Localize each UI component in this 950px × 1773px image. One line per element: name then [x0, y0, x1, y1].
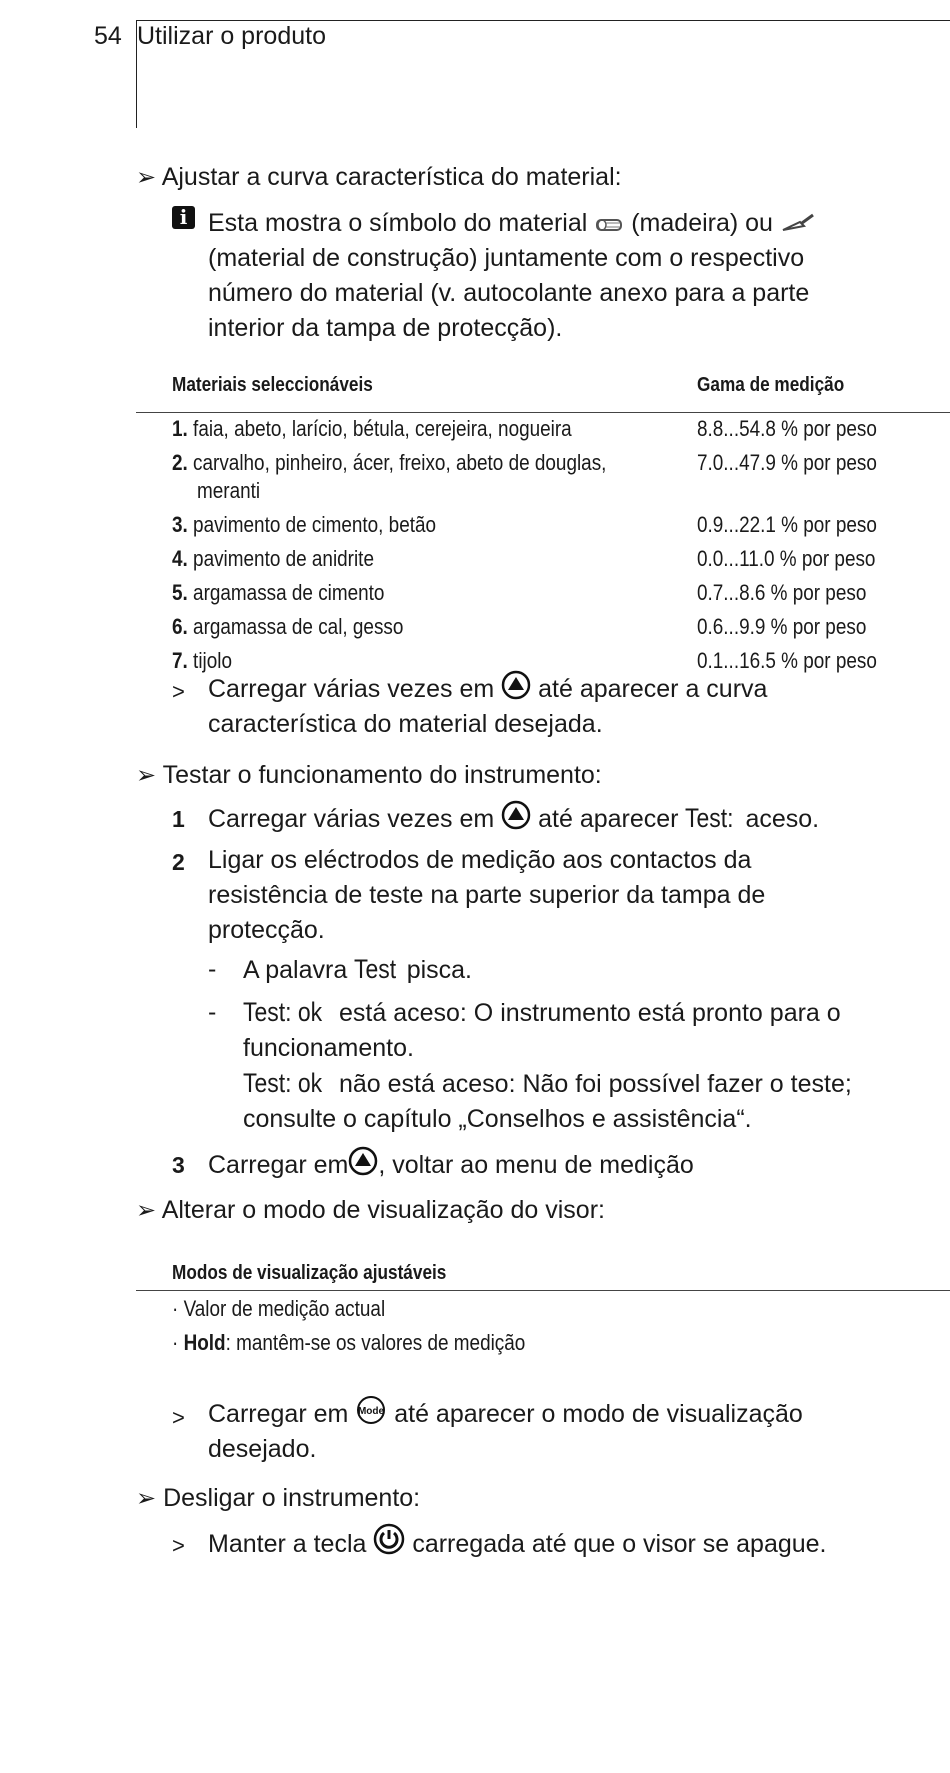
arrow-icon: ➢ — [136, 762, 157, 789]
table-rule — [136, 412, 950, 413]
step2-heading: ➢ Testar o funcionamento do instrumento: — [136, 761, 602, 789]
info-icon: i — [172, 206, 195, 229]
step3-heading: ➢ Alterar o modo de visualização do visor: — [136, 1196, 605, 1224]
table-row: 4. pavimento de anidrite — [172, 546, 374, 571]
table-cell-range: 0.9...22.1 % por peso — [697, 512, 877, 537]
table-cell-range: 0.6...9.9 % por peso — [697, 614, 867, 639]
table-row: 7. tijolo — [172, 648, 232, 673]
step2-sub1: A palavra Test pisca. — [243, 954, 472, 984]
table-cell-range: 0.0...11.0 % por peso — [697, 546, 876, 571]
modes-table-rule — [136, 1290, 950, 1291]
step2-sub2: Test: ok está aceso: O instrumento está pronto para o funcionamento. Test: ok não está aceso: Não foi possível fazer o teste; consulte o capítulo „Conselhos e assistência“. — [243, 997, 852, 1133]
arrow-icon: ➢ — [136, 1485, 157, 1512]
item-number: 2 — [172, 849, 185, 875]
table-row: 2. carvalho, pinheiro, ácer, freixo, abeto de douglas, — [172, 450, 607, 475]
gt-marker: > — [172, 1405, 185, 1430]
gt-marker: > — [172, 679, 185, 704]
table-header-materials: Materiais seleccionáveis — [172, 374, 373, 396]
header-horizontal-rule — [136, 20, 950, 21]
table-row: 5. argamassa de cimento — [172, 580, 385, 605]
wood-material-icon — [594, 214, 624, 234]
table-cell-range: 0.7...8.6 % por peso — [697, 580, 867, 605]
step1-instruction: Carregar várias vezes em até aparecer a curva característica do material desejada. — [208, 670, 767, 742]
up-button-icon — [501, 800, 531, 830]
up-button-icon — [348, 1146, 378, 1176]
step2-item1: Carregar várias vezes em até aparecer Test: aceso. — [208, 800, 819, 837]
step3-instruction: Carregar em Mode até aparecer o modo de visualização desejado. — [208, 1395, 803, 1467]
step4-heading: ➢ Desligar o instrumento: — [136, 1484, 421, 1512]
step1-heading: ➢ Ajustar a curva característica do material: — [136, 163, 622, 191]
mode-button-icon — [355, 1395, 387, 1425]
page-number: 54 — [94, 22, 122, 50]
dash-marker: - — [208, 955, 217, 983]
arrow-icon: ➢ — [136, 164, 157, 191]
table-row-continuation: meranti — [197, 478, 261, 503]
step4-instruction: Manter a tecla carregada até que o visor se apague. — [208, 1523, 827, 1562]
item-number: 3 — [172, 1152, 185, 1178]
trowel-material-icon — [780, 212, 816, 234]
step2-item3: Carregar em , voltar ao menu de medição — [208, 1146, 694, 1183]
step2-item2: Ligar os eléctrodos de medição aos contactos da resistência de teste na parte superior da tampa de protecção. — [208, 846, 766, 944]
item-number: 1 — [172, 806, 185, 832]
gt-marker: > — [172, 1533, 185, 1558]
table-cell-range: 7.0...47.9 % por peso — [697, 450, 877, 475]
up-button-icon — [501, 670, 531, 700]
table-row: 6. argamassa de cal, gesso — [172, 614, 404, 639]
arrow-icon: ➢ — [136, 1197, 157, 1224]
list-item: · Hold: mantêm-se os valores de medição — [172, 1330, 526, 1355]
table-row: 1. faia, abeto, larício, bétula, cerejeira, nogueira — [172, 416, 572, 441]
svg-text:Mode: Mode — [358, 1406, 385, 1417]
dash-marker: - — [208, 998, 217, 1026]
table-row: 3. pavimento de cimento, betão — [172, 512, 437, 537]
table-header-range: Gama de medição — [697, 374, 845, 396]
list-item: · Valor de medição actual — [172, 1296, 386, 1321]
table-cell-range: 0.1...16.5 % por peso — [697, 648, 877, 673]
modes-table-header: Modos de visualização ajustáveis — [172, 1262, 447, 1284]
power-button-icon — [373, 1523, 405, 1555]
table-cell-range: 8.8...54.8 % por peso — [697, 416, 877, 441]
page-title: Utilizar o produto — [137, 22, 326, 50]
info-paragraph: Esta mostra o símbolo do material (madeira) ou (material de construção) juntamente com o respectivo número do material (v. autocolante anexo para a parte interior da tampa de protecção). — [208, 206, 816, 346]
